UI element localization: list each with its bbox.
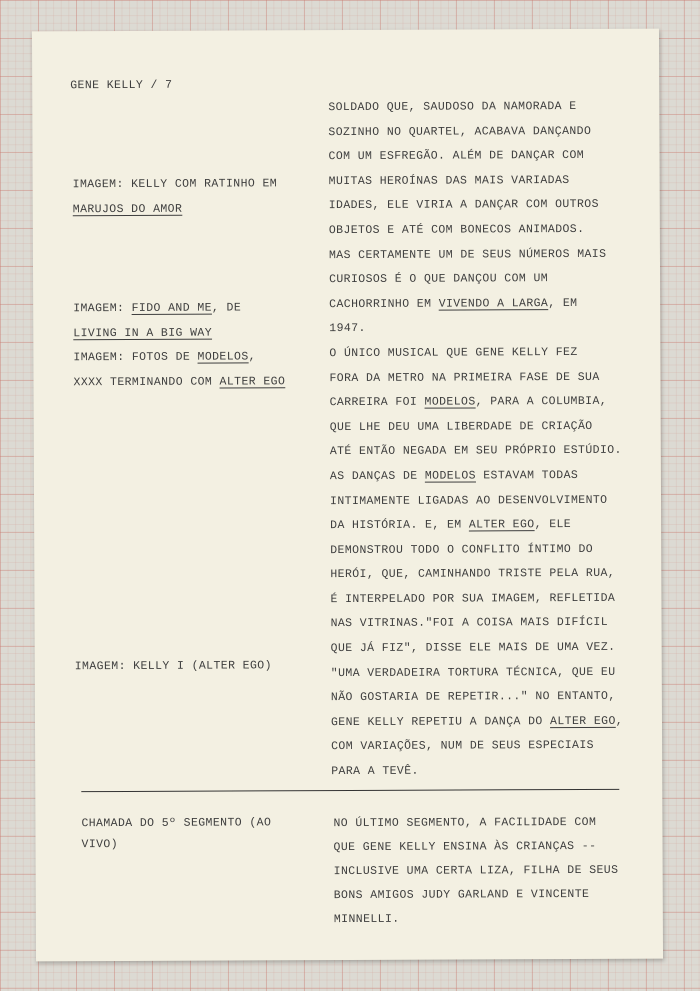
- film-title: ALTER EGO: [550, 714, 616, 728]
- film-title: VIVENDO A LARGA: [438, 296, 549, 311]
- narration-line: O ÚNICO MUSICAL QUE GENE KELLY FEZ: [329, 345, 578, 361]
- image-cue-3-prefix: IMAGEM: FOTOS DE: [73, 350, 198, 365]
- image-cue-3-line2: XXXX TERMINANDO COM: [73, 375, 220, 389]
- page-header: GENE KELLY / 7: [70, 78, 173, 93]
- image-cue-2-prefix: IMAGEM:: [73, 301, 132, 316]
- image-cue-3-film: ALTER EGO: [219, 374, 286, 389]
- narration-line: , PARA A COLUMBIA,: [475, 394, 608, 409]
- segment-line: BONS AMIGOS JUDY GARLAND E VINCENTE: [333, 887, 590, 903]
- film-title: MODELOS: [424, 469, 476, 483]
- narration-line: ATÉ ENTÃO NEGADA EM SEU PRÓPRIO ESTÚDIO.: [329, 444, 622, 459]
- image-cue-4: IMAGEM: KELLY I (ALTER EGO): [74, 659, 272, 674]
- image-cue-2-title: FIDO AND ME: [131, 301, 212, 315]
- image-cue-1-line1: IMAGEM: KELLY COM RATINHO EM: [72, 177, 278, 192]
- segment-cue: [81, 812, 271, 855]
- narration-line: MAS CERTAMENTE UM DE SEUS NÚMEROS MAIS: [328, 247, 607, 262]
- narration-line: CURIOSOS É O QUE DANÇOU COM UM: [329, 272, 549, 287]
- narration-line: PARA A TEVÊ.: [331, 764, 419, 779]
- narration-line: SOLDADO QUE, SAUDOSO DA NAMORADA E: [328, 99, 577, 115]
- narration-line: FORA DA METRO NA PRIMEIRA FASE DE SUA: [329, 370, 600, 385]
- narration-line: MUITAS HEROÍNAS DAS MAIS VARIADAS: [328, 173, 570, 188]
- typewritten-page: [32, 29, 663, 962]
- image-cue-3-title: MODELOS: [197, 350, 249, 364]
- image-cue-2-film: LIVING IN A BIG WAY: [73, 326, 213, 340]
- film-title: MODELOS: [424, 395, 476, 409]
- segment-cue-line1: CHAMADA DO 5º SEGMENTO (AO: [81, 816, 272, 831]
- image-cue-2: [73, 296, 285, 395]
- narration-line: DA HISTÓRIA. E, EM: [330, 518, 469, 533]
- narration-line: 1947.: [329, 322, 366, 336]
- section-divider: [81, 789, 619, 792]
- image-cue-1-title: MARUJOS DO AMOR: [72, 202, 183, 216]
- narration-line: QUE LHE DEU UMA LIBERDADE DE CRIAÇÃO: [329, 419, 593, 434]
- narration-line: AS DANÇAS DE: [329, 469, 425, 483]
- narration-line: CARREIRA FOI: [329, 395, 425, 410]
- image-cue-3-suffix: ,: [248, 350, 256, 364]
- narration-line: , ELE: [534, 518, 572, 532]
- narration-line: COM UM ESFREGÃO. ALÉM DE DANÇAR COM: [328, 149, 585, 164]
- narration-line: INTIMAMENTE LIGADAS AO DESENVOLVIMENTO: [329, 493, 608, 508]
- narration-line: ,: [615, 714, 624, 728]
- narration-line: "UMA VERDADEIRA TORTURA TÉCNICA, QUE EU: [330, 665, 616, 680]
- narration-line: NAS VITRINAS."FOI A COISA MAIS DIFÍCIL: [330, 616, 609, 631]
- narration-line: CACHORRINHO EM: [329, 297, 439, 311]
- image-cue-1: [73, 172, 278, 222]
- narration-line: GENE KELLY REPETIU A DANÇA DO: [330, 714, 551, 729]
- narration-line: , EM: [548, 296, 578, 310]
- narration-text: [328, 95, 623, 785]
- segment-line: QUE GENE KELLY ENSINA ÀS CRIANÇAS --: [333, 839, 597, 855]
- narration-line: OBJETOS E ATÉ COM BONECOS ANIMADOS.: [328, 222, 585, 238]
- film-title: ALTER EGO: [468, 518, 535, 532]
- narration-line: ESTAVAM TODAS: [475, 468, 579, 483]
- segment-cue-line2: VIVO): [81, 838, 119, 852]
- segment-line: NO ÚLTIMO SEGMENTO, A FACILIDADE COM: [333, 815, 597, 831]
- narration-line: NÃO GOSTARIA DE REPETIR..." NO ENTANTO,: [330, 690, 616, 705]
- narration-line: COM VARIAÇÕES, NUM DE SEUS ESPECIAIS: [331, 739, 594, 754]
- narration-line: IDADES, ELE VIRIA A DANÇAR COM OUTROS: [328, 198, 599, 213]
- segment-narration: [333, 811, 618, 932]
- narration-line: QUE JÁ FIZ", DISSE ELE MAIS DE UMA VEZ.: [330, 640, 616, 656]
- narration-line: HERÓI, QUE, CAMINHANDO TRISTE PELA RUA,: [330, 567, 616, 582]
- segment-line: MINNELLI.: [333, 912, 400, 927]
- narration-line: SOZINHO NO QUARTEL, ACABAVA DANÇANDO: [328, 124, 592, 139]
- narration-line: É INTERPELADO POR SUA IMAGEM, REFLETIDA: [330, 591, 616, 606]
- narration-line: DEMONSTROU TODO O CONFLITO ÍNTIMO DO: [330, 542, 594, 557]
- image-cue-2-suffix: , DE: [211, 301, 242, 315]
- segment-line: INCLUSIVE UMA CERTA LIZA, FILHA DE SEUS: [333, 863, 619, 879]
